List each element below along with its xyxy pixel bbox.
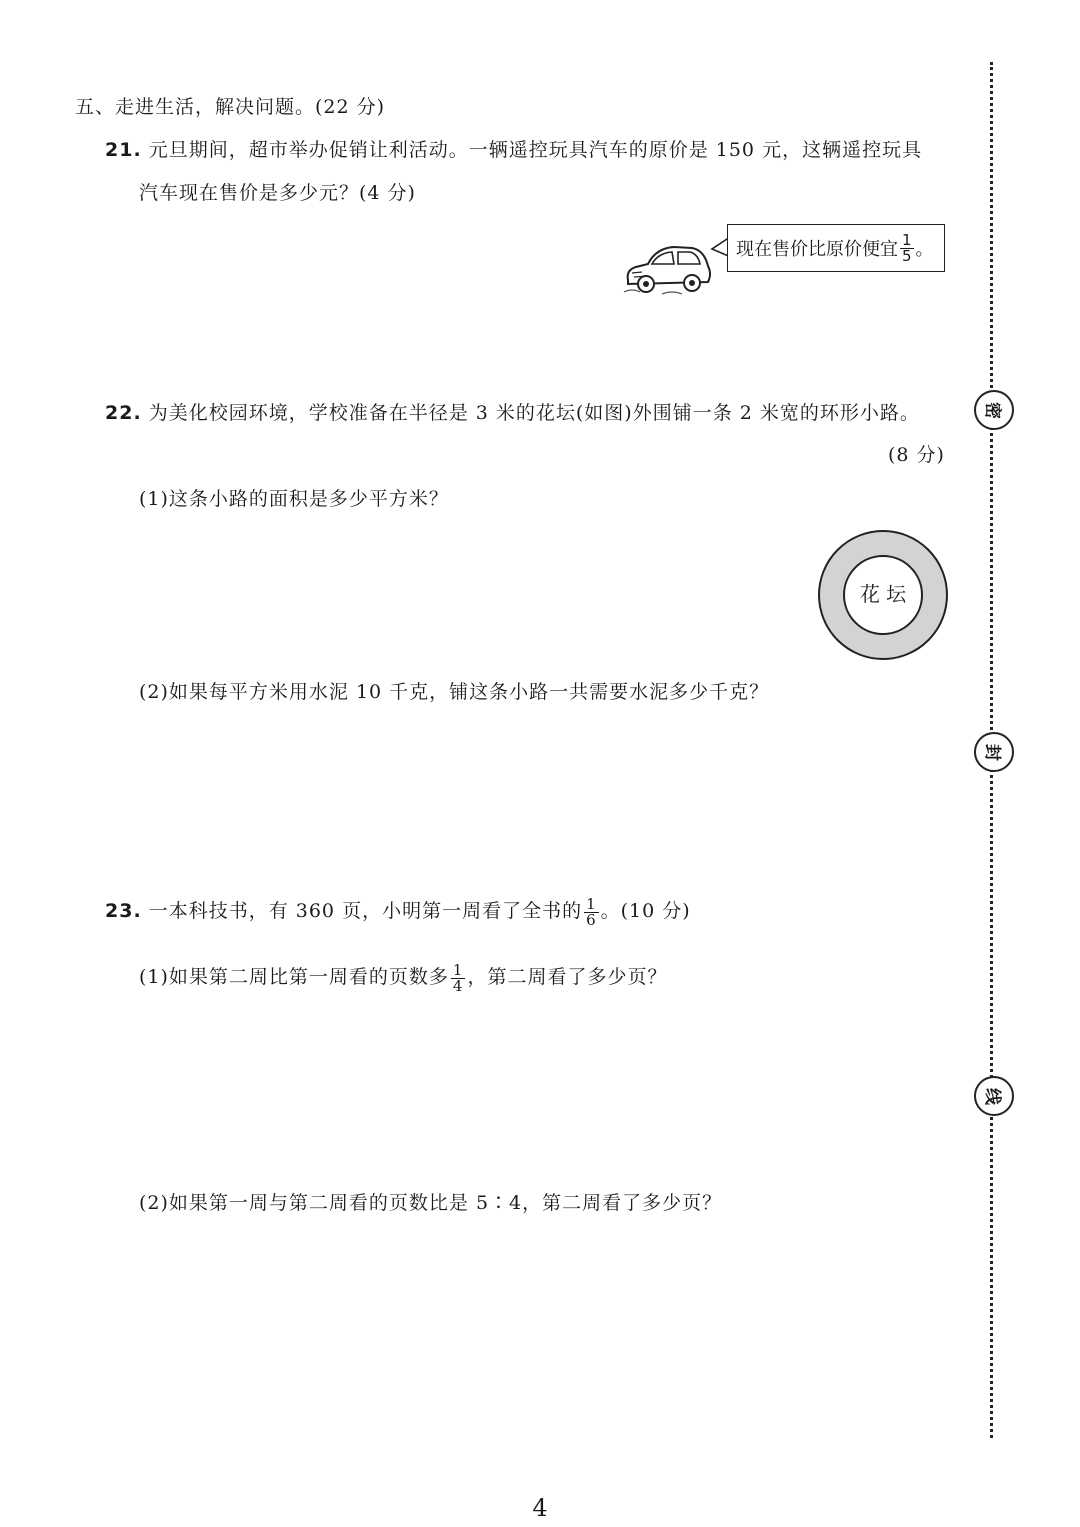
speech-bubble: [727, 224, 945, 272]
toy-car-illustration: [622, 240, 714, 298]
fraction-denominator: 5: [902, 246, 912, 265]
question-21: [105, 135, 922, 162]
seal-xian: 线: [974, 1076, 1014, 1116]
question-23-sub2: (2)如果第一周与第二周看的页数比是 5∶4，第二周看了多少页？: [139, 1192, 723, 1214]
question-text: 元旦期间，超市举办促销让利活动。一辆遥控玩具汽车的原价是 150 元，这辆遥控玩具: [148, 139, 923, 161]
question-22-sub1: (1)这条小路的面积是多少平方米？: [139, 488, 449, 510]
bubble-text: 现在售价比原价便宜: [736, 239, 898, 260]
sub-question-text-end: ，第二周看了多少页？: [467, 966, 668, 988]
bubble-end: 。: [915, 239, 934, 260]
fraction-numerator: 1: [452, 960, 464, 979]
fraction-numerator: 1: [586, 894, 597, 913]
fraction-numerator: 1: [902, 230, 912, 249]
question-text: 为美化校园环境，学校准备在半径是 3 米的花坛(如图)外围铺一条 2 米宽的环形小路。: [148, 402, 920, 424]
question-22-sub2: (2)如果每平方米用水泥 10 千克，铺这条小路一共需要水泥多少千克？: [139, 681, 770, 703]
seal-mi: 密: [974, 390, 1014, 430]
question-22-score: (8 分): [888, 444, 945, 466]
question-text-end: 。(10 分): [600, 900, 691, 922]
question-23-sub1: [139, 962, 667, 994]
sub-question-text: (1)如果第二周比第一周看的页数多: [139, 966, 449, 988]
question-number: 23.: [105, 900, 142, 922]
question-fraction: [584, 894, 599, 929]
sub-question-fraction: [451, 960, 466, 995]
bubble-fraction: [900, 230, 914, 265]
question-text: 一本科技书，有 360 页，小明第一周看了全书的: [148, 900, 583, 922]
flower-bed-label: 花 坛: [859, 582, 907, 606]
question-22: [105, 398, 920, 425]
question-23: [105, 896, 691, 928]
fraction-denominator: 4: [452, 976, 464, 995]
question-number: 22.: [105, 402, 142, 424]
question-number: 21.: [105, 139, 142, 161]
fraction-denominator: 6: [586, 910, 597, 929]
seal-feng: 封: [974, 732, 1014, 772]
page-number: 4: [532, 1494, 548, 1522]
question-21-line2: 汽车现在售价是多少元？(4 分): [139, 182, 416, 204]
section-heading: 五、走进生活，解决问题。(22 分): [75, 96, 386, 118]
